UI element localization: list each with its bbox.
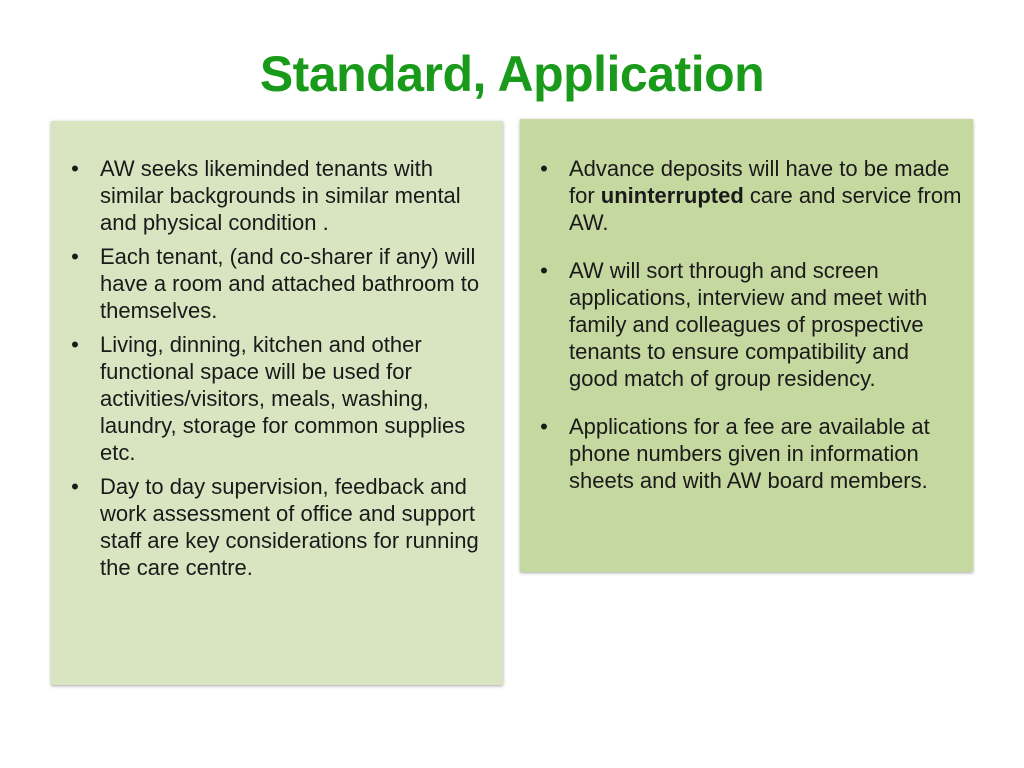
bullet-icon: • [540, 414, 548, 439]
slide-title: Standard, Application [259, 46, 765, 102]
bullet-text-end: care and service from AW. [569, 183, 962, 235]
list-item [65, 331, 493, 466]
list-item [65, 473, 493, 581]
list-item [534, 257, 963, 392]
bullet-icon: • [71, 332, 79, 357]
bullet-text: Day to day supervision, feedback and work assessment of office and support staff are key considerations for running the care centre. [100, 474, 479, 580]
right-content-panel [520, 119, 973, 572]
bullet-icon: • [540, 156, 548, 181]
list-item [534, 155, 963, 236]
bullet-icon: • [71, 474, 79, 499]
emphasis-word: uninterrupted [600, 183, 744, 208]
left-content-panel [51, 121, 503, 685]
list-item [534, 413, 963, 494]
bullet-icon: • [540, 258, 548, 283]
bullet-text: AW will sort through and screen applications, interview and meet with family and colleagues of prospective tenants to ensure compatibility and good match of group residency. [569, 258, 928, 391]
bullet-text-start: Advance deposits will have to be made for [569, 156, 950, 208]
list-item [65, 155, 493, 236]
bullet-text: AW seeks likeminded tenants with similar backgrounds in similar mental and physical condition . [100, 156, 461, 235]
list-item [65, 243, 493, 324]
bullet-text: Applications for a fee are available at phone numbers given in information sheets and with AW board members. [569, 414, 930, 493]
bullet-icon: • [71, 156, 79, 181]
bullet-icon: • [71, 244, 79, 269]
left-bullet-list [65, 155, 493, 581]
bullet-text: Living, dinning, kitchen and other functional space will be used for activities/visitors, meals, washing, laundry, storage for common supplies etc. [100, 332, 466, 465]
bullet-text: Each tenant, (and co-sharer if any) will have a room and attached bathroom to themselves. [100, 244, 480, 323]
right-bullet-list [534, 155, 963, 494]
